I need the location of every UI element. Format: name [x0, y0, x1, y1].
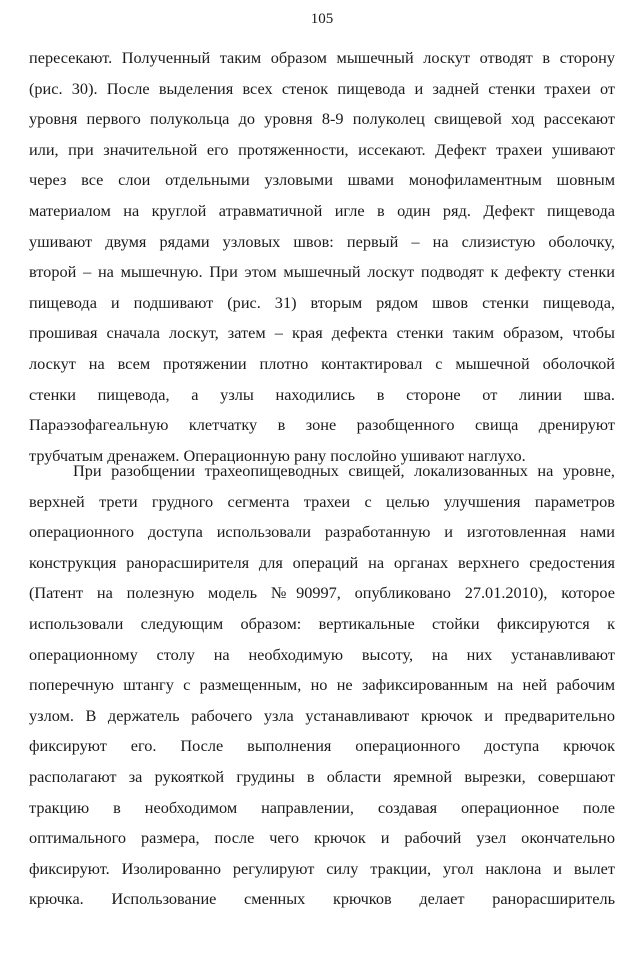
text-line: При разобщении трахеопищеводных свищей, локализованных на уровне,	[73, 461, 615, 480]
text-line: (Патент на полезную модель №90997, опубликовано 27.01.2010), которое	[29, 583, 615, 603]
text-line: второй – на мышечную. При этом мышечный лоскут подводят к дефекту стенки	[29, 262, 615, 282]
paragraph-2	[29, 456, 615, 915]
text-line: стенки пищевода, а узлы находились в стороне от линии шва.	[29, 384, 615, 404]
text-line: поперечную штангу с размещенным, но не зафиксированным на ней рабочим	[29, 675, 615, 695]
text-line: операционного доступа использовали разработанную и изготовленная нами	[29, 522, 615, 542]
text-line: пищевода и подшивают (рис. 31) вторым рядом швов стенки пищевода,	[29, 292, 615, 312]
text-line: фиксируют его. После выполнения операционного доступа крючок	[29, 736, 615, 756]
text-line: конструкция ранорасширителя для операций на органах верхнего средостения	[29, 552, 615, 572]
page-number: 105	[310, 11, 334, 27]
text-line: располагают за рукояткой грудины в области яремной вырезки, совершают	[29, 766, 615, 786]
text-line: Параэзофагеальную клетчатку в зоне разобщенного свища дренируют	[29, 415, 615, 435]
text-line: оптимального размера, после чего крючок и рабочий узел окончательно	[29, 828, 615, 848]
text-line: ушивают двумя рядами узловых швов: первый – на слизистую оболочку,	[29, 231, 615, 251]
text-line: (рис. 30). После выделения всех стенок пищевода и задней стенки трахеи от	[29, 78, 615, 98]
text-line: использовали следующим образом: вертикальные стойки фиксируются к	[29, 613, 615, 633]
text-line: лоскут на всем протяжении плотно контактировал с мышечной оболочкой	[29, 353, 615, 373]
text-line: операционному столу на необходимую высоту, на них устанавливают	[29, 644, 615, 664]
text-line: уровня первого полукольца до уровня 8-9 полуколец свищевой ход рассекают	[29, 109, 615, 129]
text-line: крючка. Использование сменных крючков делает ранорасширитель	[29, 889, 615, 909]
text-line: тракцию в необходимом направлении, создавая операционное поле	[29, 797, 615, 817]
text-line: верхней трети грудного сегмента трахеи с целью улучшения параметров	[29, 491, 615, 511]
text-line: фиксируют. Изолированно регулируют силу тракции, угол наклона и вылет	[29, 858, 615, 878]
text-line: через все слои отдельными узловыми швами монофиламентным шовным	[29, 170, 615, 190]
text-line: пересекают. Полученный таким образом мышечный лоскут отводят в сторону	[29, 48, 615, 67]
text-line: прошивая сначала лоскут, затем – края дефекта стенки таким образом, чтобы	[29, 323, 615, 343]
text-line: материалом на круглой атравматичной игле в один ряд. Дефект пищевода	[29, 200, 615, 220]
text-line: или, при значительной его протяженности, иссекают. Дефект трахеи ушивают	[29, 139, 615, 159]
paragraph-1	[29, 43, 615, 471]
text-line: узлом. В держатель рабочего узла устанавливают крючок и предварительно	[29, 705, 615, 725]
text-line: трубчатым дренажем. Операционную рану послойно ушивают наглухо.	[29, 445, 526, 465]
